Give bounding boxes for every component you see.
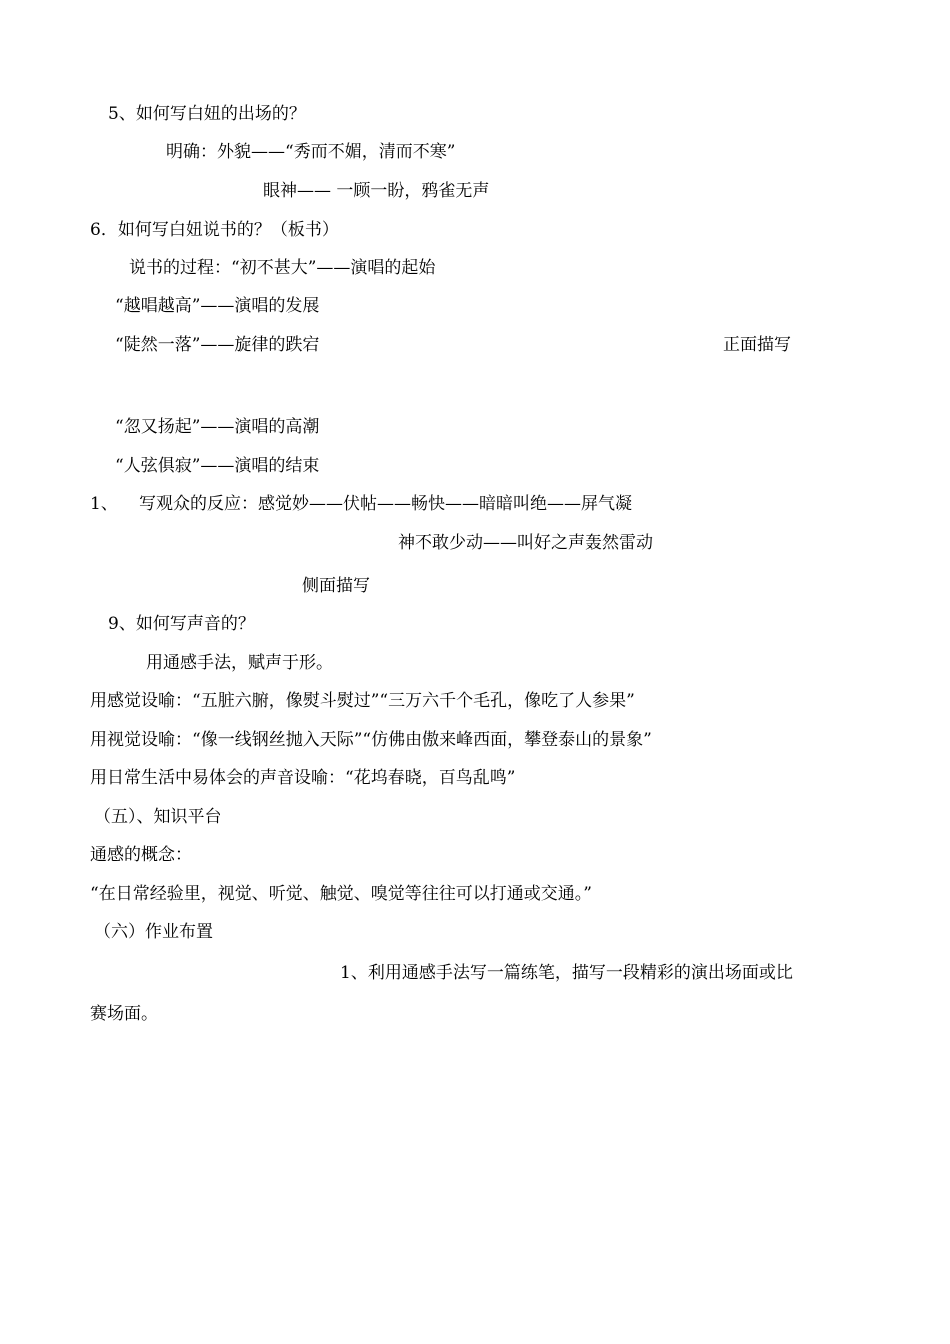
section-6-heading: （六）作业布置 xyxy=(94,922,213,942)
audience-reaction-continued: 神不敢少动——叫好之声轰然雷动 xyxy=(398,533,653,553)
audience-reaction: 写观众的反应：感觉妙——伏帖——畅快——暗暗叫绝——屏气凝 xyxy=(139,494,632,514)
synesthesia-definition: “在日常经验里，视觉、听觉、触觉、嗅觉等往往可以打通或交通。” xyxy=(90,884,592,904)
storytelling-process: 说书的过程：“初不甚大”——演唱的起始 xyxy=(129,258,436,278)
singing-development: “越唱越高”——演唱的发展 xyxy=(115,296,320,316)
visual-metaphor: 用视觉设喻：“像一线钢丝抛入天际”“仿佛由傲来峰西面，攀登泰山的景象” xyxy=(90,730,652,750)
synesthesia-method: 用通感手法，赋声于形。 xyxy=(146,653,333,673)
section-5-heading: （五）、知识平台 xyxy=(94,807,222,827)
singing-end: “人弦俱寂”——演唱的结束 xyxy=(115,456,320,476)
question-5: 5、如何写白妞的出场的？ xyxy=(108,104,306,124)
question-6: 6．如何写白妞说书的？（板书） xyxy=(90,220,339,240)
audience-item-number: 1、 xyxy=(90,494,118,514)
front-description-label: 正面描写 xyxy=(723,335,791,355)
melody-fall: “陡然一落”——旋律的跌宕 xyxy=(115,335,320,355)
concept-heading: 通感的概念： xyxy=(90,845,192,865)
q5-answer-appearance: 明确：外貌——“秀而不媚，清而不寒” xyxy=(166,142,456,162)
q5-answer-eyes: 眼神—— 一顾一盼，鸦雀无声 xyxy=(263,181,490,201)
feeling-metaphor: 用感觉设喻：“五脏六腑，像熨斗熨过”“三万六千个毛孔，像吃了人参果” xyxy=(90,691,635,711)
singing-climax: “忽又扬起”——演唱的高潮 xyxy=(115,417,320,437)
daily-sound-metaphor: 用日常生活中易体会的声音设喻：“花坞春晓，百鸟乱鸣” xyxy=(90,768,516,788)
homework-item: 1、利用通感手法写一篇练笔，描写一段精彩的演出场面或比 xyxy=(340,963,793,983)
side-description-label: 侧面描写 xyxy=(302,576,370,596)
homework-item-continued: 赛场面。 xyxy=(90,1004,158,1024)
question-9: 9、如何写声音的？ xyxy=(108,614,255,634)
